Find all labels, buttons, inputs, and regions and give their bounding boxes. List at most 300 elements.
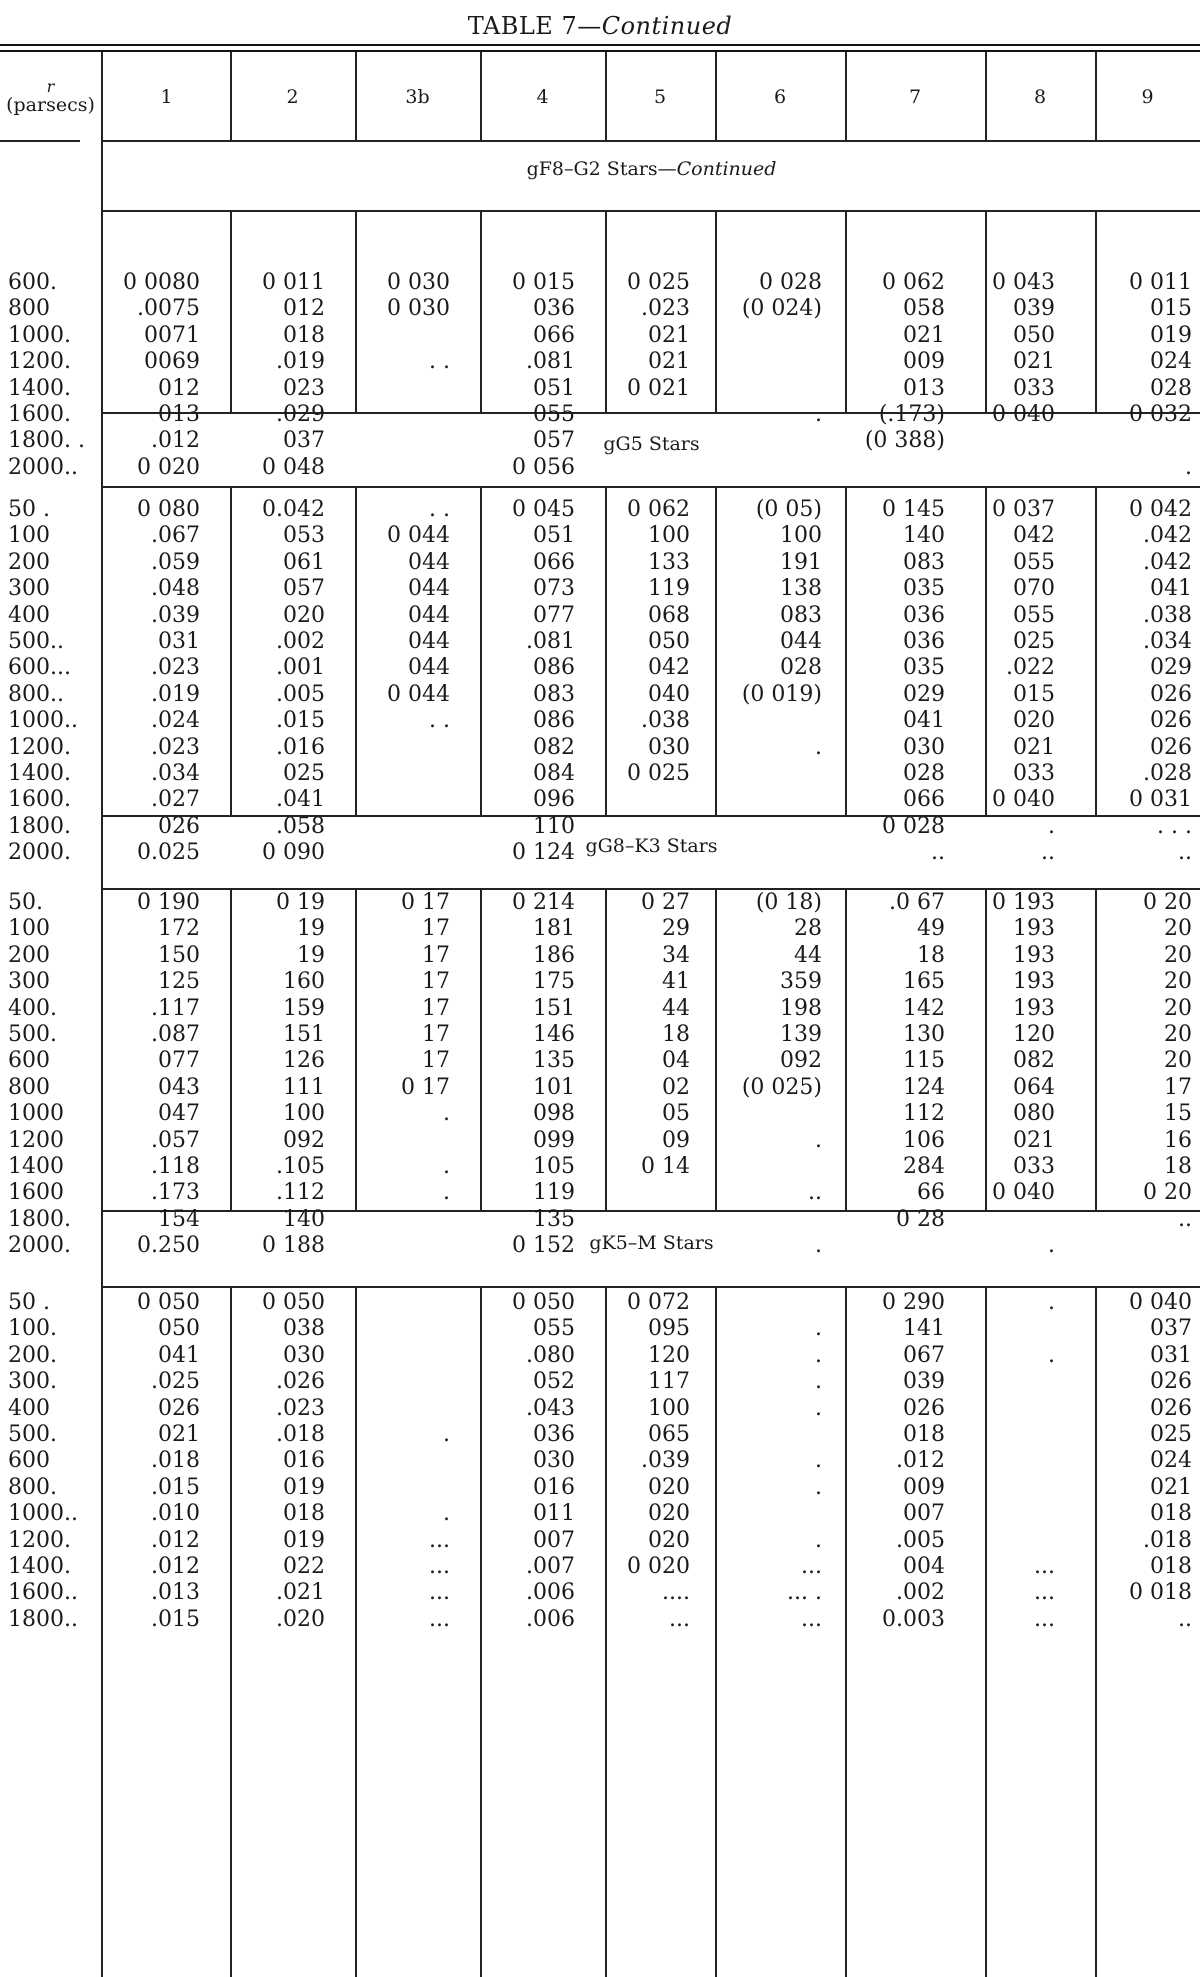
table-cell: 013 [903,375,945,401]
table-cell: 120 [648,1342,690,1368]
table-cell: 0071 [144,322,200,348]
section-title [103,158,1200,180]
table-cell: . [1048,1233,1055,1259]
table-cell [742,1154,822,1180]
r-value: 2000. [8,1233,71,1259]
table-cell: 0 14 [641,1153,690,1179]
table-cell: .112 [276,1180,325,1206]
table-cell: ... . [787,1580,822,1606]
table-cell: 036 [903,602,945,628]
table-cell: 007 [903,1501,945,1527]
table-cell: 0 044 [387,523,450,549]
table-cell: (0 18) [755,890,822,915]
table-cell: . . [429,708,450,734]
column-divider [715,486,717,815]
data-column [429,1290,450,1633]
table-cell: 0 025 [627,270,690,295]
section-title [103,1232,1200,1254]
table-cell: 49 [917,916,945,942]
table-cell: 0 214 [512,890,575,915]
table-cell: . [443,1501,450,1527]
top-rule-2 [0,50,1200,52]
table-cell: 021 [1150,1474,1192,1500]
table-cell: .058 [276,813,325,839]
table-cell: .043 [526,1395,575,1421]
table-cell: 0 080 [137,497,200,522]
table-cell: 0 025 [627,760,690,786]
table-cell: 0 045 [512,497,575,522]
column-divider [605,1286,607,1977]
table-cell: 024 [1150,349,1192,375]
table-cell [429,1475,450,1501]
table-cell: 083 [533,681,575,707]
table-cell: 026 [1150,708,1192,734]
table-cell: (0 024) [741,296,822,322]
table-cell [387,735,450,761]
r-value: 50 . [8,497,50,522]
r-value: 1200. [8,1527,71,1553]
table-cell: 086 [533,655,575,681]
table-cell: 050 [1013,322,1055,348]
table-cell: 016 [533,1474,575,1500]
table-cell: . [443,1421,450,1447]
table-cell: 051 [533,523,575,549]
r-value: 600... [8,655,71,681]
table-cell: 026 [903,1395,945,1421]
r-value: 400 [8,602,50,628]
table-cell: .105 [276,1153,325,1179]
table-cell: .117 [151,995,200,1021]
table-cell: .023 [641,296,690,322]
r-value: 500.. [8,628,64,654]
table-cell: 0 27 [641,890,690,915]
table-title-main: TABLE 7 [467,12,578,40]
table-cell: 17 [422,1048,450,1074]
table-cell: 026 [1150,734,1192,760]
table-cell: 052 [533,1369,575,1395]
column-header: 2 [286,85,299,108]
table-cell: .018 [276,1421,325,1447]
table-cell: 012 [158,375,200,401]
r-value: 1600. [8,401,71,427]
table-cell: 141 [903,1316,945,1342]
table-cell: 037 [1150,1316,1192,1342]
table-cell: 0 20 [1143,1180,1192,1206]
table-cell: ... [801,1553,822,1579]
column-divider [715,1286,717,1977]
data-column [882,497,945,866]
table-cell [1034,1422,1055,1448]
table-cell: 29 [662,916,690,942]
table-cell: . [815,1127,822,1153]
r-values-column [8,890,71,1259]
table-cell: 110 [533,813,575,839]
data-column [627,497,690,866]
r-value: 1800. [8,813,71,839]
data-column [512,890,575,1259]
r-value: 400 [8,1395,50,1421]
table-cell: ... [429,1606,450,1632]
table-cell: 160 [283,969,325,995]
data-column [742,497,822,866]
table-cell: 031 [1150,1342,1192,1368]
table-cell: 105 [533,1153,575,1179]
r-values-column [8,497,78,866]
table-cell: 18 [662,1021,690,1047]
table-cell [401,1207,450,1233]
table-cell: 44 [662,995,690,1021]
table-cell: 119 [533,1180,575,1206]
table-cell: 0 050 [512,1290,575,1315]
table-cell: 025 [283,760,325,786]
r-value: 2000. [8,840,71,866]
table-cell: 20 [1164,916,1192,942]
table-cell: 100 [648,523,690,549]
table-cell: 020 [1013,708,1055,734]
column-divider [715,210,717,412]
table-cell: 101 [533,1074,575,1100]
table-cell [742,455,822,481]
column-divider [480,486,482,815]
table-cell: .0 67 [889,890,945,915]
table-cell: 044 [408,549,450,575]
table-cell [627,787,690,813]
table-cell: 030 [903,734,945,760]
column-divider [605,888,607,1210]
table-cell: 0 011 [262,270,325,295]
table-cell: . [815,401,822,427]
data-column [742,890,822,1259]
table-cell: 17 [422,1021,450,1047]
table-cell: 019 [283,1527,325,1553]
table-cell: (0 05) [755,497,822,522]
table-cell: 030 [533,1448,575,1474]
data-column [262,497,325,866]
table-cell: 023 [283,375,325,401]
table-cell: .038 [1143,602,1192,628]
table-title-suffix: Continued [601,12,733,40]
table-cell: (.173) [878,401,945,427]
r-value: 1800. . [8,428,85,454]
r-value: 1400. [8,760,71,786]
r-values-column [8,270,85,481]
r-value: 50. [8,890,43,915]
table-cell: 028 [903,760,945,786]
data-column [641,890,690,1259]
table-title [0,12,1200,40]
table-cell: ... [429,1580,450,1606]
column-divider [1095,1286,1097,1977]
column-divider [1095,486,1097,815]
table-cell: 004 [903,1553,945,1579]
table-cell: 040 [648,681,690,707]
table-cell: .012 [151,428,200,454]
table-cell: 119 [648,576,690,602]
table-cell: 021 [1013,734,1055,760]
table-cell: .027 [151,787,200,813]
table-cell: 038 [283,1316,325,1342]
table-cell: 0 28 [896,1206,945,1232]
data-column [262,890,325,1259]
table-cell: (0 025) [741,1074,822,1100]
table-cell [742,787,822,813]
r-value: 1200. [8,349,71,375]
column-header: 4 [536,85,549,108]
table-cell: 151 [283,1021,325,1047]
table-cell: 057 [283,576,325,602]
table-cell: 044 [408,576,450,602]
table-cell: 036 [533,1421,575,1447]
table-cell: ... [1034,1580,1055,1606]
table-cell: .015 [151,1606,200,1632]
column-divider [985,210,987,412]
r-value: 1400. [8,375,71,401]
table-cell: .. [1041,840,1055,866]
table-cell: 033 [1013,760,1055,786]
table-cell: .020 [276,1606,325,1632]
table-cell: 0 030 [387,270,450,295]
column-divider [230,1286,232,1977]
section-header-rule [103,1286,1200,1288]
column-header: 9 [1141,85,1154,108]
r-values-column [8,1290,78,1633]
table-cell: 077 [533,602,575,628]
table-cell: 172 [158,916,200,942]
table-cell: .. [931,840,945,866]
table-cell: 039 [1013,296,1055,322]
table-cell: 0 20 [1143,890,1192,915]
table-cell: .012 [151,1527,200,1553]
table-cell: 0 028 [882,813,945,839]
table-cell: 019 [283,1474,325,1500]
table-cell: 0.250 [137,1233,200,1259]
table-cell: 17 [422,942,450,968]
r-value: 200 [8,549,50,575]
table-cell: . [815,1474,822,1500]
table-cell: .... [662,1580,690,1606]
table-cell: . [815,1316,822,1342]
table-cell [429,1396,450,1422]
table-cell: 0 090 [262,840,325,866]
table-cell: 20 [1164,942,1192,968]
table-cell: 080 [1013,1101,1055,1127]
table-cell: .034 [151,760,200,786]
table-cell: 0 042 [1129,497,1192,522]
table-cell: .012 [151,1553,200,1579]
table-cell: 011 [533,1501,575,1527]
table-cell [742,323,822,349]
table-cell: 193 [1013,942,1055,968]
table-cell: 092 [780,1048,822,1074]
table-cell [787,1501,822,1527]
table-cell [787,1422,822,1448]
table-cell: 193 [1013,969,1055,995]
table-cell: 041 [903,708,945,734]
table-cell [742,376,822,402]
table-cell: 17 [1164,1074,1192,1100]
table-cell: 133 [648,549,690,575]
column-divider [480,1286,482,1977]
table-cell: 115 [903,1048,945,1074]
table-cell: .118 [151,1153,200,1179]
r-value: 300. [8,1369,57,1395]
data-column [992,497,1055,866]
table-cell: .067 [151,523,200,549]
table-cell: 120 [1013,1021,1055,1047]
table-cell: . . [429,497,450,522]
column-divider [605,486,607,815]
table-cell: .021 [276,1580,325,1606]
table-cell [992,1207,1055,1233]
table-cell: 015 [1150,296,1192,322]
table-cell: (0 388) [864,428,945,454]
table-cell: . [443,1101,450,1127]
table-cell: 20 [1164,995,1192,1021]
table-cell: . [443,1153,450,1179]
table-cell: 140 [903,523,945,549]
table-cell: .039 [151,602,200,628]
table-cell: 0 17 [401,1074,450,1100]
table-cell: 175 [533,969,575,995]
column-divider [355,210,357,412]
table-cell: 0 190 [137,890,200,915]
table-cell: 41 [662,969,690,995]
table-cell: 0 040 [992,401,1055,427]
table-cell: .023 [276,1395,325,1421]
table-cell: 0 188 [262,1233,325,1259]
table-cell: 359 [780,969,822,995]
table-cell: 044 [780,628,822,654]
table-cell [387,455,450,481]
table-cell: 033 [1013,375,1055,401]
table-cell: .042 [1143,523,1192,549]
table-cell: 050 [158,1316,200,1342]
table-cell: .029 [276,401,325,427]
table-cell [387,402,450,428]
table-cell: 191 [780,549,822,575]
table-cell: 284 [903,1153,945,1179]
section-title-dash: — [657,158,677,180]
table-cell: 033 [1013,1153,1055,1179]
table-cell [742,708,822,734]
table-cell: 073 [533,576,575,602]
table-cell: . [815,734,822,760]
column-divider [845,210,847,412]
table-cell: 026 [1150,681,1192,707]
table-cell: 112 [903,1101,945,1127]
column-header: 3b [405,85,430,108]
title-dash: — [577,12,602,40]
r-value: 1800. [8,1206,71,1232]
table-cell: 020 [648,1527,690,1553]
table-cell: 100 [780,523,822,549]
r-value: 1000.. [8,708,78,734]
table-cell: 0 044 [387,681,450,707]
table-cell: 053 [283,523,325,549]
table-cell [387,787,450,813]
table-cell: 0 050 [262,1290,325,1315]
table-cell: 021 [1013,1127,1055,1153]
table-cell: 193 [1013,995,1055,1021]
table-cell: 20 [1164,1048,1192,1074]
table-cell: 130 [903,1021,945,1047]
table-cell: .013 [151,1580,200,1606]
table-cell: 096 [533,787,575,813]
table-cell: 026 [158,813,200,839]
table-cell: 021 [648,349,690,375]
r-value: 500. [8,1421,57,1447]
table-cell: 028 [780,655,822,681]
table-cell: 0 19 [276,890,325,915]
table-cell: 125 [158,969,200,995]
table-cell [1034,1448,1055,1474]
table-cell: .023 [151,655,200,681]
table-cell: 0 062 [627,497,690,522]
table-cell [742,1207,822,1233]
table-cell: 159 [283,995,325,1021]
table-cell: 021 [1013,349,1055,375]
table-cell: 17 [422,916,450,942]
table-cell: 015 [1013,681,1055,707]
table-cell: 0 015 [512,270,575,295]
table-cell: 02 [662,1074,690,1100]
table-cell [429,1369,450,1395]
table-cell: .. [1178,1606,1192,1632]
table-cell [742,1101,822,1127]
r-value: 1800.. [8,1606,78,1632]
data-column [1129,1290,1192,1633]
table-cell: 047 [158,1101,200,1127]
table-cell: 0 145 [882,497,945,522]
r-value: 1400. [8,1553,71,1579]
table-cell: . [1048,1342,1055,1368]
table-cell: 036 [533,296,575,322]
column-divider [480,210,482,412]
table-cell: 022 [283,1553,325,1579]
table-cell: 044 [408,628,450,654]
r-value: 1400 [8,1153,64,1179]
table-cell: (0 019) [741,681,822,707]
table-cell: 34 [662,942,690,968]
table-cell: .018 [151,1448,200,1474]
table-cell: 66 [917,1180,945,1206]
table-cell: 181 [533,916,575,942]
table-cell: 066 [903,787,945,813]
table-cell: 018 [283,322,325,348]
table-cell [641,1207,690,1233]
table-cell: .005 [896,1527,945,1553]
table-cell: 0 040 [992,1180,1055,1206]
header-r-unit: (parsecs) [6,94,95,117]
column-divider [480,888,482,1210]
table-cell [742,349,822,375]
table-cell: 067 [903,1342,945,1368]
table-cell: 035 [903,655,945,681]
section-name: gK5–M Stars [589,1232,714,1254]
table-cell: 019 [1150,322,1192,348]
table-cell: 0 152 [512,1233,575,1259]
header-rule-left [0,140,80,142]
table-cell: 055 [533,1316,575,1342]
table-cell: .025 [151,1369,200,1395]
table-cell: .0075 [137,296,200,322]
table-cell: 17 [422,969,450,995]
table-cell: 18 [1164,1153,1192,1179]
table-cell: 186 [533,942,575,968]
table-cell: 084 [533,760,575,786]
table-cell [1034,1316,1055,1342]
table-cell: . [815,1448,822,1474]
